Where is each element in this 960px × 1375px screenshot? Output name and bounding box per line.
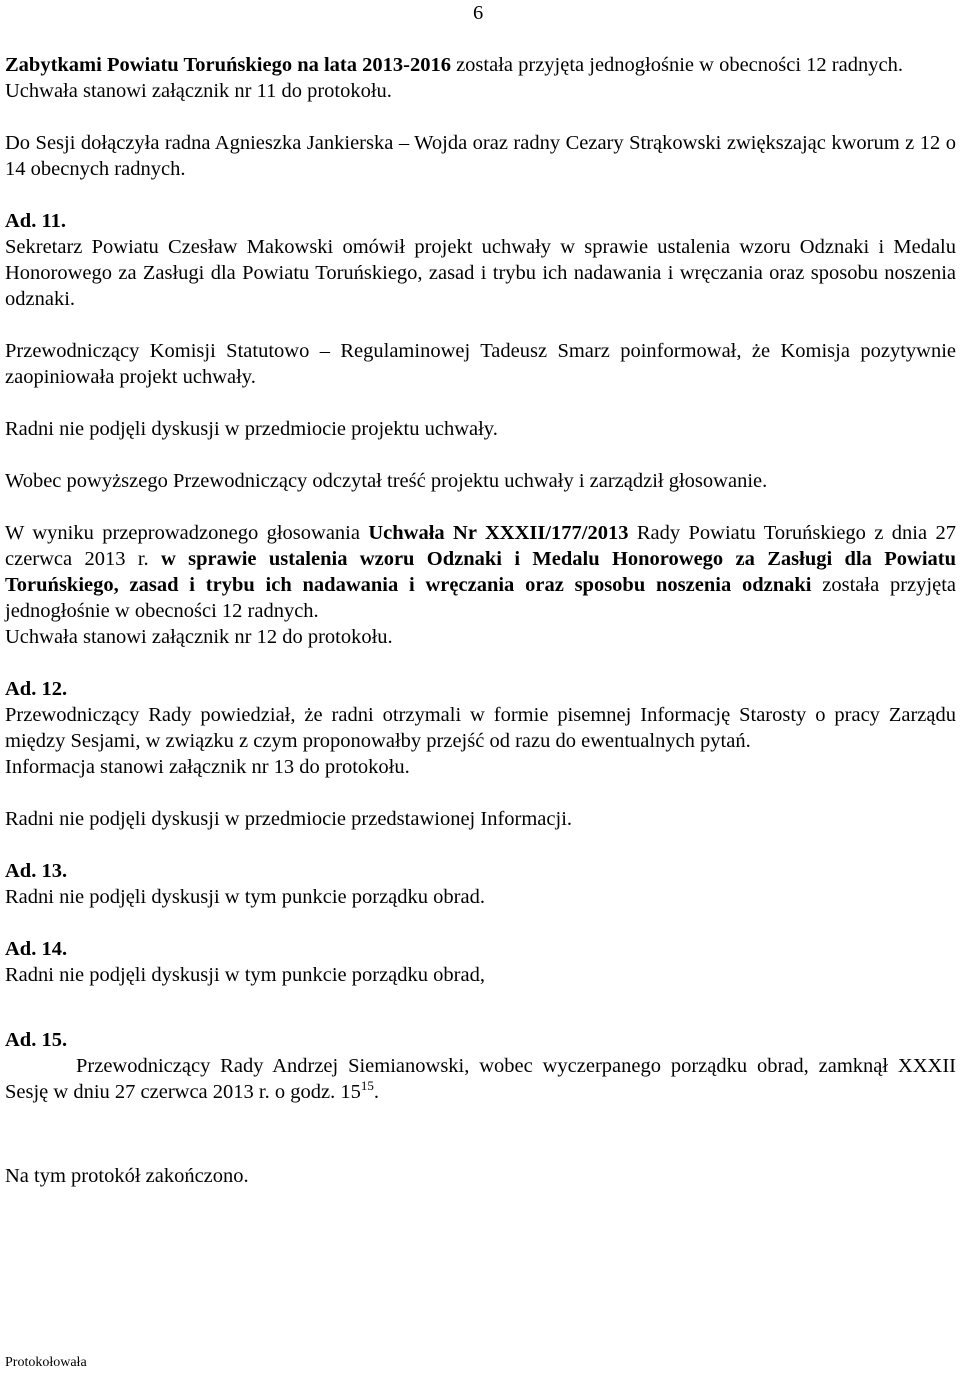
- paragraph-quorum-update: Do Sesji dołączyła radna Agnieszka Jankierska – Wojda oraz radny Cezary Strąkowski zwiększając kworum z 12 o 14 obecnych radnych.: [5, 132, 956, 180]
- ad-11-no-discussion: Radni nie podjęli dyskusji w przedmiocie projektu uchwały.: [5, 418, 498, 440]
- document-body: [5, 52, 956, 1189]
- closing-statement: Na tym protokół zakończono.: [5, 1165, 249, 1187]
- closing-time-minutes: 15: [360, 1078, 374, 1093]
- annex-12-note: Uchwała stanowi załącznik nr 12 do protokołu.: [5, 626, 393, 648]
- page-number: 6: [473, 2, 484, 24]
- ad-12-text: Przewodniczący Rady powiedział, że radni otrzymali w formie pisemnej Informację Starosty o pracy Zarządu między Sesjami, w związku z czym proponowałby przejść od razu do ewentualnych pytań.: [5, 704, 956, 752]
- ad-12-no-discussion: Radni nie podjęli dyskusji w przedmiocie przedstawionej Informacji.: [5, 808, 573, 830]
- ad-11-committee-opinion: Przewodniczący Komisji Statutowo – Regulaminowej Tadeusz Smarz poinformował, że Komisja pozytywnie zaopiniowała projekt uchwały.: [5, 340, 956, 388]
- resolution-subject-bold: w sprawie ustalenia wzoru Odznaki i Medalu Honorowego za Zasługi dla Powiatu Toruńskiego, zasad i trybu ich nadawania i wręczania oraz sposobu noszenia odznaki: [5, 548, 956, 596]
- heading-ad-11: Ad. 11.: [5, 210, 66, 232]
- ad-11-text: Sekretarz Powiatu Czesław Makowski omówił projekt uchwały w sprawie ustalenia wzoru Odznaki i Medalu Honorowego za Zasługi dla Powiatu Toruńskiego, zasad i trybu ich nadawania i wręczania oraz sposobu noszenia odznaki.: [5, 236, 956, 310]
- annex-13-note: Informacja stanowi załącznik nr 13 do protokołu.: [5, 756, 410, 778]
- heading-ad-14: Ad. 14.: [5, 938, 68, 960]
- heading-ad-13: Ad. 13.: [5, 860, 68, 882]
- resolution-result-text: została przyjęta jednogłośnie w obecności 12 radnych.: [450, 54, 903, 76]
- heading-ad-12: Ad. 12.: [5, 678, 68, 700]
- resolution-title-bold: Zabytkami Powiatu Toruńskiego na lata 2013-2016: [5, 54, 451, 76]
- ad-15-text: Przewodniczący Rady Andrzej Siemianowski, wobec wyczerpanego porządku obrad, zamknął XXXII Sesję w dniu 27 czerwca 2013 r. o godz. $15^{15}$.: [5, 1055, 956, 1103]
- footer-recorder: Protokołowała: [5, 1355, 87, 1370]
- paragraph-resolution-monuments: [5, 52, 956, 78]
- ad-11-vote-call: Wobec powyższego Przewodniczący odczytał treść projektu uchwały i zarządził głosowanie.: [5, 470, 768, 492]
- heading-ad-15: Ad. 15.: [5, 1029, 68, 1051]
- resolution-number-bold: Uchwała Nr XXXII/177/2013: [368, 522, 629, 544]
- ad-11-vote-result: W wyniku przeprowadzonego głosowania Uchwała Nr XXXII/177/2013 Rady Powiatu Toruńskiego z dnia 27 czerwca 2013 r. w sprawie ustalenia wzoru Odznaki i Medalu Honorowego za Zasługi dla Powiatu Toruńskiego, zasad i trybu ich nadawania i wręczania oraz sposobu noszenia odznaki została przyjęta jednogłośnie w obecności 12 radnych.: [5, 522, 956, 622]
- ad-14-text: Radni nie podjęli dyskusji w tym punkcie porządku obrad,: [5, 964, 485, 986]
- annex-11-note: Uchwała stanowi załącznik nr 11 do protokołu.: [5, 80, 392, 102]
- ad-13-text: Radni nie podjęli dyskusji w tym punkcie porządku obrad.: [5, 886, 485, 908]
